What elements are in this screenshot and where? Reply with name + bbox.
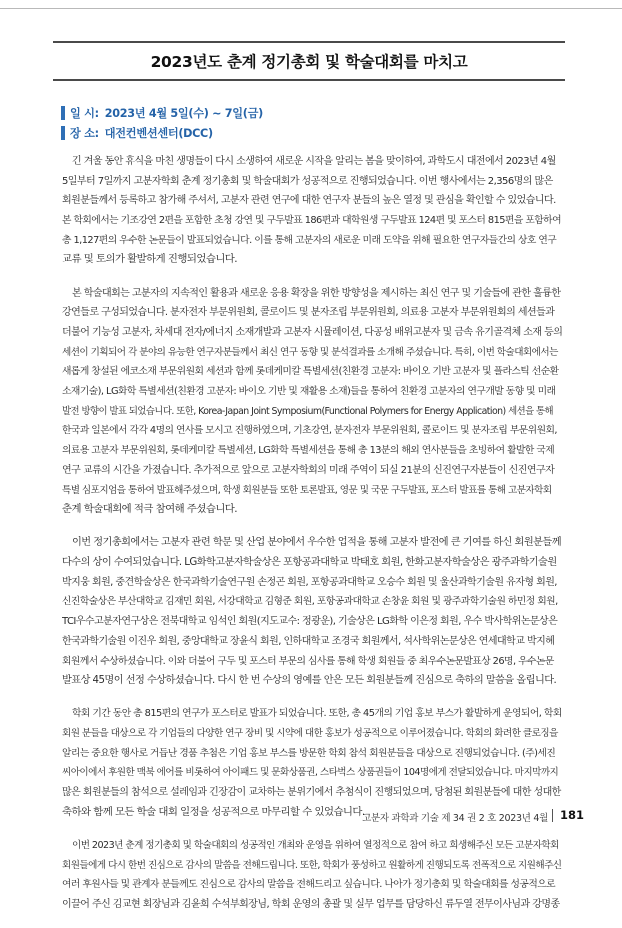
footer-separator <box>552 809 553 822</box>
place-label: 장 소: <box>70 127 99 140</box>
paragraph-line: 교류 및 토의가 활발하게 진행되었습니다. <box>62 253 238 266</box>
paragraph-line: 이끌어 주신 김교현 회장님과 김윤희 수석부회장님, 학회 운영의 총괄 및 실무 업무를 담당하신 류두열 전무이사님과 강명종 <box>62 899 560 911</box>
paragraph-line: 총 1,127편의 우수한 논문들이 발표되었습니다. 이를 통해 고분자의 새로운 미래 도약을 위해 필요한 연구자들간의 상호 연구 <box>62 234 557 246</box>
body-paragraph <box>62 533 562 691</box>
place-value: 대전컨벤션센터(DCC) <box>104 127 213 140</box>
paragraph-line: 의료용 고분자 부문위원회, 롯데케미칼 특별세션, LG화학 특별세션을 통해 총 13분의 해외 연사분들을 초빙하여 활발한 국제 <box>62 445 555 457</box>
paragraph-line: 이번 2023년 춘계 정기총회 및 학술대회의 성공적인 개최와 운영을 위하여 열정적으로 참여 하고 희생해주신 모든 고분자학회 <box>72 840 559 851</box>
info-place-row <box>61 124 561 142</box>
accent-bar <box>61 126 65 140</box>
page-footer <box>0 806 622 826</box>
paragraph-line: 박지웅 회원, 중견학술상은 한국과학기술연구원 손정곤 회원, 포항공과대학교 오승수 회원 및 울산과학기술원 유자형 회원, <box>62 576 557 588</box>
paragraph-line: 강연들로 구성되었습니다. 분자전자 부문위원회, 콜로이드 및 분자조립 부문위원회, 의료용 고분자 부문위원회의 세션들과 <box>62 307 555 319</box>
paragraph-line: 알리는 중요한 행사로 거듭난 경품 추첨은 기업 홍보 부스를 방문한 학회 참석 회원분들을 대상으로 진행되었습니다. (주)세진 <box>62 747 556 759</box>
date-label: 일 시: <box>70 107 99 120</box>
paragraph-line: 신진학술상은 부산대학교 김재민 회원, 서강대학교 김형준 회원, 포항공과대학교 손창윤 회원 및 광주과학기술원 하민정 회원, <box>62 596 558 608</box>
paragraph-line: 세션이 기획되어 각 분야의 유능한 연구자분들께서 최신 연구 동향 및 분석결과를 소개해 주셨습니다. 특히, 이번 학술대회에서는 <box>62 346 558 358</box>
paragraph-line: 본 학회에서는 기조강연 2편을 포함한 초청 강연 및 구두발표 186편과 대학원생 구두발표 124편 및 포스터 815편을 포함하여 <box>62 215 561 227</box>
paragraph-line: 춘계 학술대회에 적극 참여해 주셨습니다. <box>62 503 238 516</box>
paragraph-line: 한국과 일본에서 각각 4명의 연사를 모시고 진행하였으며, 기초강연, 분자전자 부문위원회, 콜로이드 및 분자조립 부문위원회, <box>62 425 557 437</box>
date-value: 2023년 4월 5일(수) ~ 7일(금) <box>104 107 263 120</box>
journal-info: 고분자 과학과 기술 제 34 권 2 호 2023년 4월 <box>362 813 548 824</box>
paragraph-line: 5일부터 7일까지 고분자학회 춘계 정기총회 및 학술대회가 성공적으로 진행되었습니다. 이번 행사에서는 2,356명의 많은 <box>62 175 553 187</box>
body-paragraph <box>62 704 562 822</box>
paragraph-line: 소재기술), LG화학 특별세션(친환경 고분자: 바이오 기반 및 재활용 소재)들을 통하여 친환경 고분자의 연구개발 동향 및 미래 <box>62 386 556 398</box>
paragraph-line: 많은 회원분들의 참석으로 설레임과 긴장감이 교차하는 분위기에서 추첨식이 진행되었으며, 당첨된 회원분들에 대한 성대한 <box>62 787 561 799</box>
paragraph-line: 한국과학기술원 이진우 회원, 중앙대학교 장윤식 회원, 인하대학교 조경국 회원께서, 석사학위논문상은 연세대학교 박지혜 <box>62 635 555 647</box>
paragraph-line: 더불어 기능성 고분자, 차세대 전자/에너지 소재개발과 고분자 시뮬레이션, 다공성 배위고분자 및 금속 유기골격체 소재 등의 <box>62 327 562 338</box>
paragraph-line: 새롭게 창설된 에코소재 부문위원회 세션과 함께 롯데케미칼 특별세션(친환경 고분자: 바이오 기반 고분자 및 플라스틱 선순환 <box>62 366 559 378</box>
paragraph-line: 긴 겨울 동안 휴식을 마친 생명들이 다시 소생하여 새로운 시작을 알리는 봄을 맞이하여, 과학도시 대전에서 2023년 4월 <box>72 156 556 167</box>
paragraph-line: 발표상 45명이 선정 수상하셨습니다. 다시 한 번 수상의 영예를 안은 모든 회원분들께 진심으로 축하의 말씀을 올립니다. <box>62 675 557 687</box>
title-box <box>53 41 565 81</box>
paragraph-line: 회원분들께서 등록하고 참가해 주셔서, 고분자 관련 연구에 대한 연구자 분들의 높은 열정 및 관심을 확인할 수 있었습니다. <box>62 195 556 207</box>
paragraph-line: 연구 교류의 시간을 가졌습니다. 추가적으로 앞으로 고분자학회의 미래 주역이 되실 21분의 신진연구자분들이 신진연구자 <box>62 464 555 476</box>
body-paragraph <box>62 284 562 520</box>
paragraph-line: 회원 분들을 대상으로 각 기업들의 다양한 연구 장비 및 시약에 대한 홍보가 성공적으로 이루어졌습니다. 학회의 화려한 클로징을 <box>62 728 558 740</box>
info-date-row <box>61 104 561 122</box>
paragraph-line: 이번 정기총회에서는 고분자 관련 학문 및 산업 분야에서 우수한 업적을 통해 고분자 발전에 큰 기여를 하신 회원분들께 <box>72 537 561 549</box>
paragraph-line: 회원들에게 다시 한번 진심으로 감사의 말씀을 전해드립니다. 또한, 학회가 풍성하고 원활하게 진행되도록 전폭적으로 지원해주신 <box>62 859 562 871</box>
top-rule <box>0 8 622 9</box>
paragraph-line: 다수의 상이 수여되었습니다. LG화학고분자학술상은 포항공과대학교 박태호 회원, 한화고분자학술상은 광주과학기술원 <box>62 557 557 569</box>
body-paragraph <box>62 836 562 915</box>
paragraph-line: 축하와 함께 모든 학술 대회 일정을 성공적으로 마무리할 수 있었습니다. <box>62 805 365 818</box>
paragraph-line: 본 학술대회는 고분자의 지속적인 활용과 새로운 응용 확장을 위한 방향성을 제시하는 최신 연구 및 기술들에 관한 훌륭한 <box>72 287 561 299</box>
paragraph-line: 학회 기간 동안 총 815편의 연구가 포스터로 발표가 되었습니다. 또한, 총 45개의 기업 홍보 부스가 활발하게 운영되어, 학회 <box>72 708 562 720</box>
accent-bar <box>61 106 65 120</box>
paragraph-line: 발전 방향이 발표 되었습니다. 또한, Korea-Japan Joint Symposium(Functional Polymers for Energy Application) 세션을 통해 <box>62 405 554 417</box>
body-paragraph <box>62 152 562 270</box>
article-title: 2023년도 춘계 정기총회 및 학술대회를 마치고 <box>150 53 468 71</box>
paragraph-line: 특별 심포지엄을 통하여 발표해주셨으며, 학생 회원분들 또한 토론발표, 영문 및 국문 구두발표, 포스터 발표를 통해 고분자학회 <box>62 484 552 496</box>
paragraph-line: TCI우수고분자연구상은 전북대학교 임석인 회원(지도교수: 정광운), 기술상은 LG화학 이은정 회원, 우수 박사학위논문상은 <box>62 616 558 628</box>
paragraph-line: 회원께서 수상하셨습니다. 이와 더불어 구두 및 포스터 부문의 심사를 통해 학생 회원들 중 최우수논문발표상 26명, 우수논문 <box>62 655 554 667</box>
paragraph-line: 씨아이에서 후원한 맥북 에어를 비롯하여 아이패드 및 문화상품권, 스타벅스 상품권들이 104명에게 전달되었습니다. 마지막까지 <box>62 767 559 779</box>
page-number: 181 <box>560 808 585 822</box>
paragraph-line: 여러 후원사들 및 관계자 분들께도 진심으로 감사의 말씀을 전해드리고 싶습니다. 나아가 정기총회 및 학술대회를 성공적으로 <box>62 879 556 891</box>
